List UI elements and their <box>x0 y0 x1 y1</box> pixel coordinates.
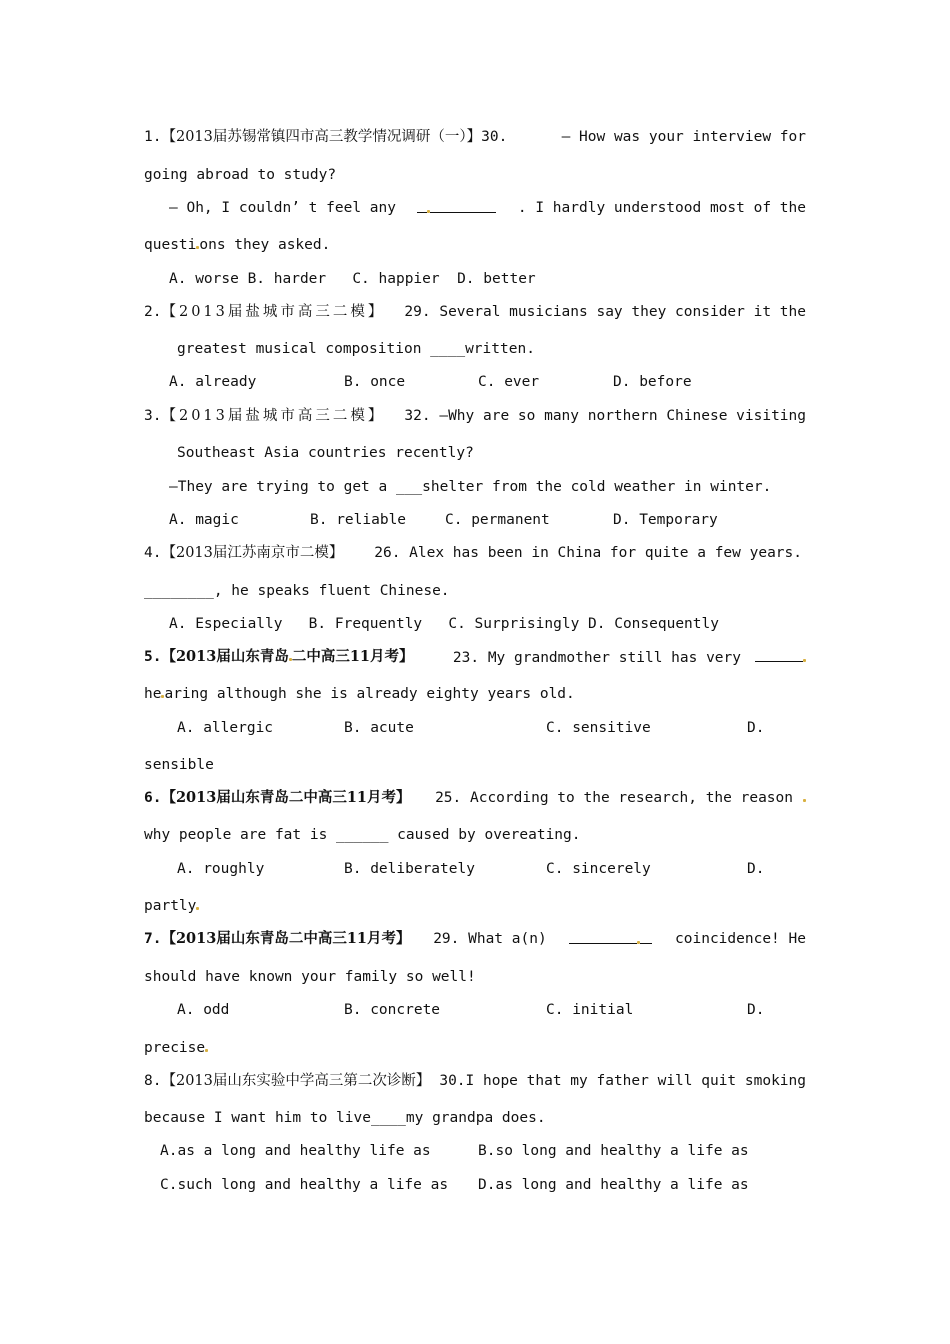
question-stem: 29. Several musicians say they consider it the <box>404 304 806 320</box>
option-d-text: partly <box>144 897 199 915</box>
option-b: B. reliable <box>310 512 407 528</box>
question-number: 7. <box>144 931 162 947</box>
question-stem-continued: because I want him to live____my grandpa does. <box>144 1110 546 1126</box>
option-b: B. acute <box>344 720 414 736</box>
option-d: D. <box>747 861 765 877</box>
option-a: A.as a long and healthy life as <box>160 1143 431 1159</box>
q1-line-1 <box>144 128 806 146</box>
question-stem: — How was your interview for <box>561 129 806 145</box>
question-stem: 32. —Why are so many northern Chinese visiting <box>404 408 806 424</box>
question-stem-continued: ________, he speaks fluent Chinese. <box>144 583 450 599</box>
option-d: D. Temporary <box>613 512 718 528</box>
q3-line-1 <box>144 407 806 425</box>
question-number: 8. <box>144 1073 162 1089</box>
question-number: 5. <box>144 649 162 665</box>
q7-line-1 <box>144 930 806 949</box>
question-source: 【2013届盐城市高三二模】 <box>161 408 386 424</box>
question-stem: 30.I hope that my father will quit smoking <box>439 1073 806 1089</box>
question-source: 【2013届江苏南京市二模】 <box>161 545 344 561</box>
option-c: C. sincerely <box>546 861 651 877</box>
question-source: 【2013届苏锡常镇四市高三教学情况调研（一）】 <box>161 129 482 145</box>
option-c: C. ever <box>478 374 540 390</box>
question-stem-continued: going abroad to study? <box>144 167 337 183</box>
option-c: C. permanent <box>445 512 550 528</box>
option-b: B. deliberately <box>344 861 475 877</box>
option-d: D. before <box>613 374 692 390</box>
question-stem: 25. According to the research, the reason <box>435 790 793 806</box>
q6-line-1 <box>144 789 806 807</box>
q5-line-1 <box>144 648 806 667</box>
option-a: A. already <box>169 374 257 390</box>
question-stem-continued: Southeast Asia countries recently? <box>177 445 474 461</box>
answer-blank <box>569 930 652 949</box>
q1-reply-end: questi ons they asked. <box>144 237 331 253</box>
question-number: 1. <box>144 129 162 145</box>
option-d-text: sensible <box>144 757 214 773</box>
option-c: C. sensitive <box>546 720 651 736</box>
q1-reply-line <box>169 199 806 218</box>
question-number: 3. <box>144 408 162 424</box>
option-a: A. roughly <box>177 861 265 877</box>
answer-blank <box>755 648 803 662</box>
question-source: 【2013届山东实验中学高三第二次诊断】 <box>161 1073 431 1089</box>
reply-text: — Oh, I couldn’ t feel any <box>169 200 396 216</box>
question-stem: 29. What a(n) <box>433 931 547 947</box>
reply-text: —They are trying to get a ___shelter from the cold weather in winter. <box>169 479 772 495</box>
question-stem-continued: why people are fat is ______ caused by overeating. <box>144 827 581 843</box>
question-stem-continued: greatest musical composition ____written. <box>177 341 535 357</box>
question-number: 2. <box>144 304 162 320</box>
option-d: D. <box>747 1002 765 1018</box>
option-b: B. once <box>344 374 406 390</box>
option-c: C.such long and healthy a life as <box>160 1177 449 1193</box>
option-a: A. odd <box>177 1002 230 1018</box>
option-d-text: precise <box>144 1039 208 1057</box>
option-b: B.so long and healthy a life as <box>478 1143 749 1159</box>
question-source: 【2013届山东青岛二中高三11月考】 <box>161 789 411 806</box>
option-a: A. magic <box>169 512 239 528</box>
question-stem-continued: should have known your family so well! <box>144 969 476 985</box>
question-number: 6. <box>144 790 162 806</box>
reply-text-continued: . I hardly understood most of the <box>517 200 806 216</box>
question-source: 【2013届盐城市高三二模】 <box>161 304 386 320</box>
option-d: D.as long and healthy a life as <box>478 1177 749 1193</box>
answer-options: A. Especially B. Frequently C. Surprisingly D. Consequently <box>169 616 719 632</box>
answer-options: A. worse B. harder C. happier D. better <box>169 271 536 287</box>
q2-line-1 <box>144 303 806 321</box>
question-source: 【2013届山东青岛二中高三11月考】 <box>161 930 411 947</box>
question-stem: 23. My grandmother still has very <box>452 650 741 666</box>
question-number: 4. <box>144 545 162 561</box>
question-stem: 26. Alex has been in China for quite a few years. <box>374 545 802 561</box>
question-id: 30. <box>481 129 508 145</box>
option-c: C. initial <box>546 1002 634 1018</box>
option-a: A. allergic <box>177 720 274 736</box>
q4-line-1 <box>144 544 802 562</box>
question-source: 【2013届山东青岛 二中高三11月考】 <box>161 648 414 665</box>
option-b: B. concrete <box>344 1002 441 1018</box>
q8-line-1 <box>144 1072 806 1090</box>
answer-blank <box>417 199 496 218</box>
question-stem-continued: he aring although she is already eighty years old. <box>144 686 575 702</box>
question-stem-end: coincidence! He <box>675 931 806 947</box>
option-d: D. <box>747 720 765 736</box>
